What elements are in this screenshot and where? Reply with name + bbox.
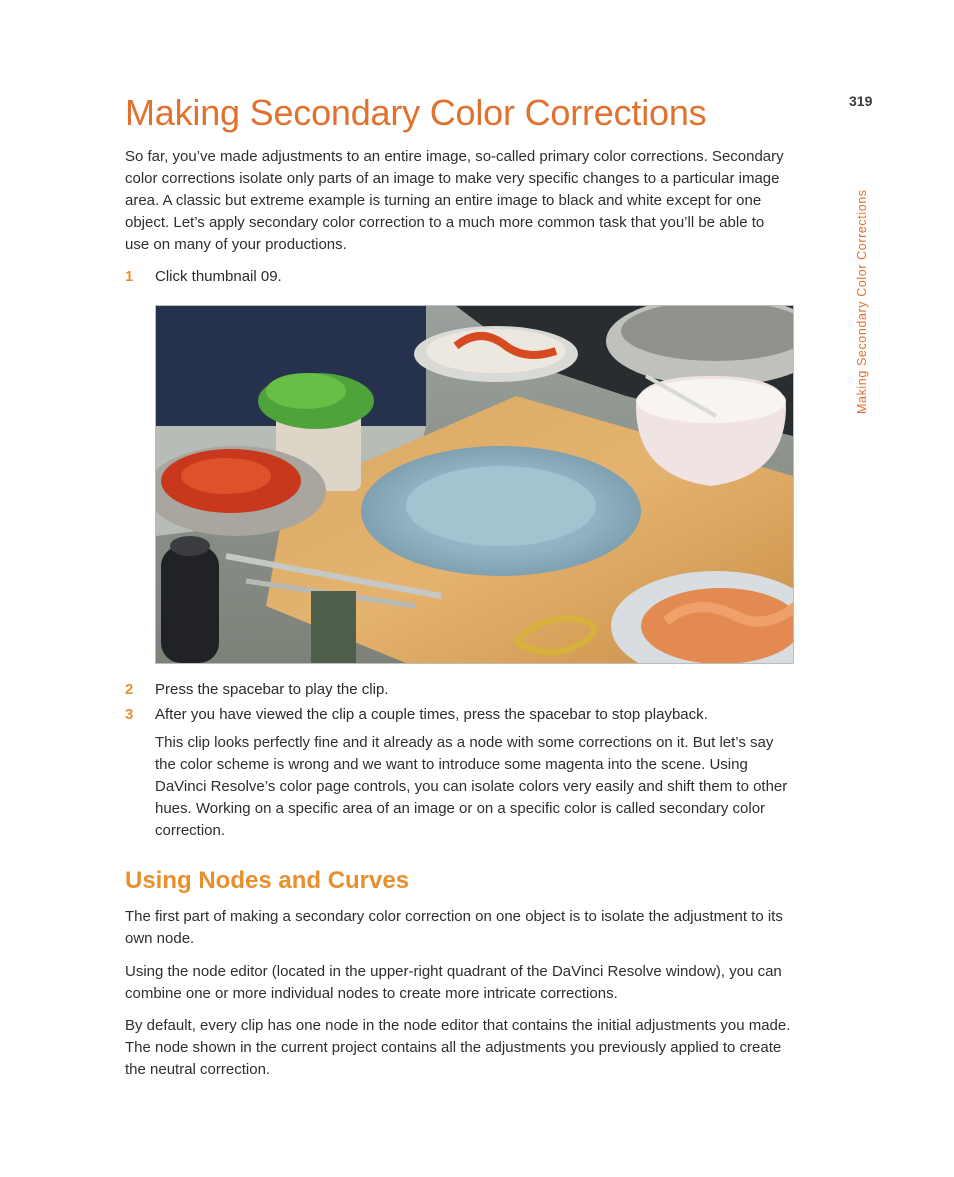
step-number: 1	[125, 268, 134, 285]
page-number: 319	[849, 93, 873, 109]
intro-paragraph: So far, you’ve made adjustments to an entire image, so-called primary color corrections. Secondary color corrections isolate only parts of an image to make very specific changes to a particular image area. A classic but extreme example is turning an entire image to black and white except for one object. Let’s apply secondary color correction to a much more common task that you’ll be able to use on many of your productions.	[125, 148, 784, 253]
page-title: Making Secondary Color Corrections	[125, 92, 707, 133]
running-header: Making Secondary Color Corrections	[855, 189, 869, 414]
step-number: 3	[125, 706, 134, 723]
step-text: After you have viewed the clip a couple times, press the spacebar to stop playback.	[155, 706, 708, 723]
clip-thumbnail-image	[155, 305, 794, 664]
step-number: 2	[125, 681, 134, 698]
body-paragraph: Using the node editor (located in the upper-right quadrant of the DaVinci Resolve window), you can combine one or more individual nodes to create more intricate corrections.	[125, 963, 782, 1002]
step-note: This clip looks perfectly fine and it already as a node with some corrections on it. But let’s say the color scheme is wrong and we want to introduce some magenta into the scene. Using DaVinci Resolve’s color page controls, you can isolate colors very easily and shift them to other hues. Working on a specific area of an image or on a specific color is called secondary color correction.	[155, 734, 788, 839]
body-paragraph: By default, every clip has one node in the node editor that contains the initial adjustments you made. The node shown in the current project contains all the adjustments you previously applied to create the neutral correction.	[125, 1017, 791, 1078]
step-text: Click thumbnail 09.	[155, 268, 282, 285]
kitchen-scene-illustration	[156, 306, 793, 663]
section-heading: Using Nodes and Curves	[125, 867, 410, 894]
step-text: Press the spacebar to play the clip.	[155, 681, 389, 698]
body-paragraph: The first part of making a secondary color correction on one object is to isolate the adjustment to its own node.	[125, 908, 783, 947]
